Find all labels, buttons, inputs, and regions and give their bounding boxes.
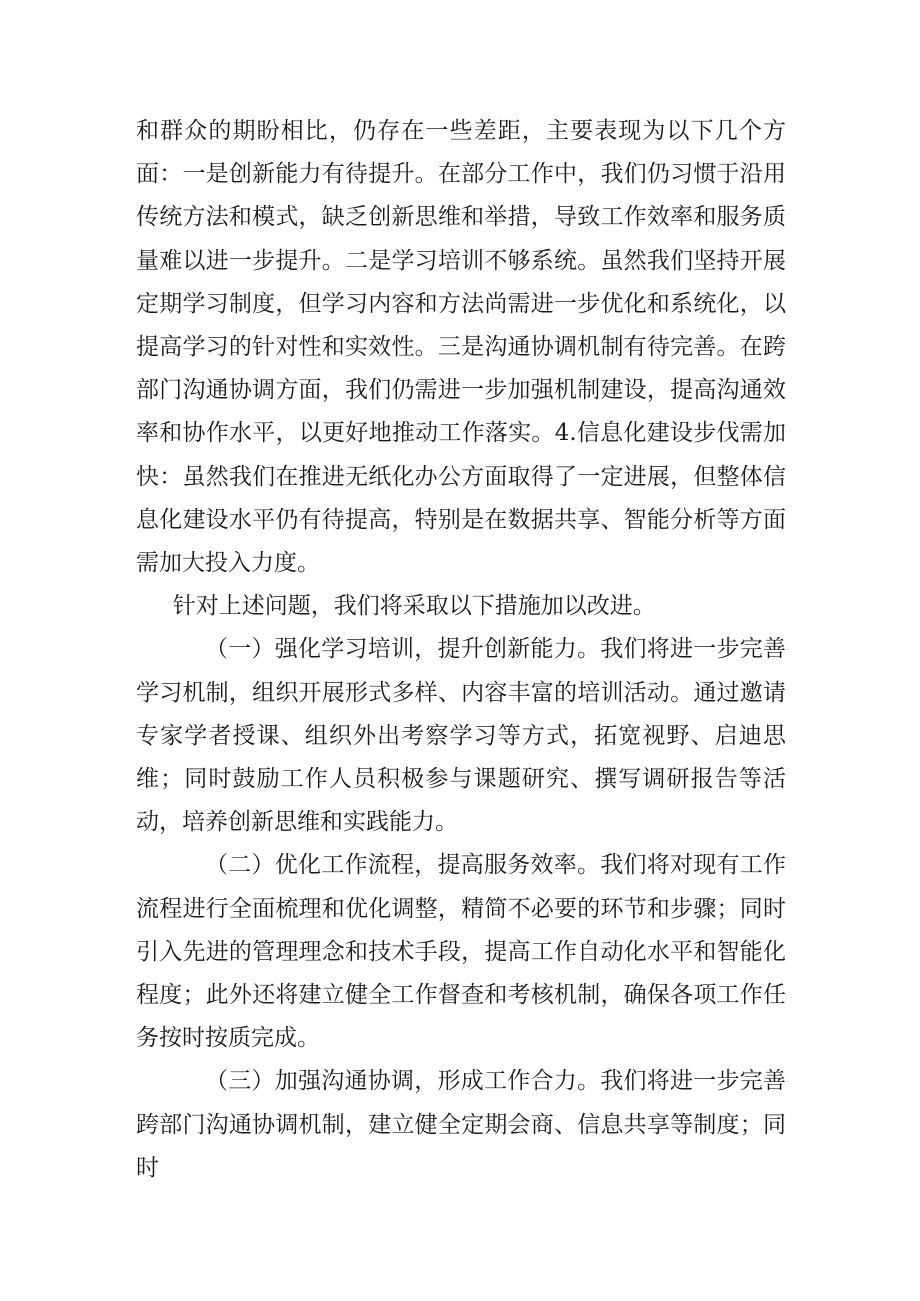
paragraph-measure-2: （二）优化工作流程，提高服务效率。我们将对现有工作流程进行全面梳理和优化调整，精简不必要的环节和步骤；同时引入先进的管理理念和技术手段，提高工作自动化水平和智能化程度；此外还将建立健全工作督查和考核机制，确保各项工作任务按时按质完成。 <box>136 852 786 1052</box>
paragraph-measures-intro: 针对上述问题，我们将采取以下措施加以改进。 <box>172 593 656 620</box>
paragraph-problems: 和群众的期盼相比，仍存在一些差距，主要表现为以下几个方面：一是创新能力有待提升。在部分工作中，我们仍习惯于沿用传统方法和模式，缺乏创新思维和举措，导致工作效率和服务质量难以进一步提升。二是学习培训不够系统。虽然我们坚持开展定期学习制度，但学习内容和方法尚需进一步优化和系统化，以提高学习的针对性和实效性。三是沟通协调机制有待完善。在跨部门沟通协调方面，我们仍需进一步加强机制建设，提高沟通效率和协作水平，以更好地推动工作落实。4.信息化建设步伐需加快：虽然我们在推进无纸化办公方面取得了一定进展，但整体信息化建设水平仍有待提高，特别是在数据共享、智能分析等方面需加大投入力度。 <box>136 118 786 577</box>
paragraph-measure-3: （三）加强沟通协调，形成工作合力。我们将进一步完善跨部门沟通协调机制，建立健全定期会商、信息共享等制度；同时 <box>136 1068 786 1181</box>
document-body <box>136 110 786 1190</box>
paragraph-measure-1: （一）强化学习培训，提升创新能力。我们将进一步完善学习机制，组织开展形式多样、内容丰富的培训活动。通过邀请专家学者授课、组织外出考察学习等方式，拓宽视野、启迪思维；同时鼓励工作人员积极参与课题研究、撰写调研报告等活动，培养创新思维和实践能力。 <box>136 636 786 836</box>
